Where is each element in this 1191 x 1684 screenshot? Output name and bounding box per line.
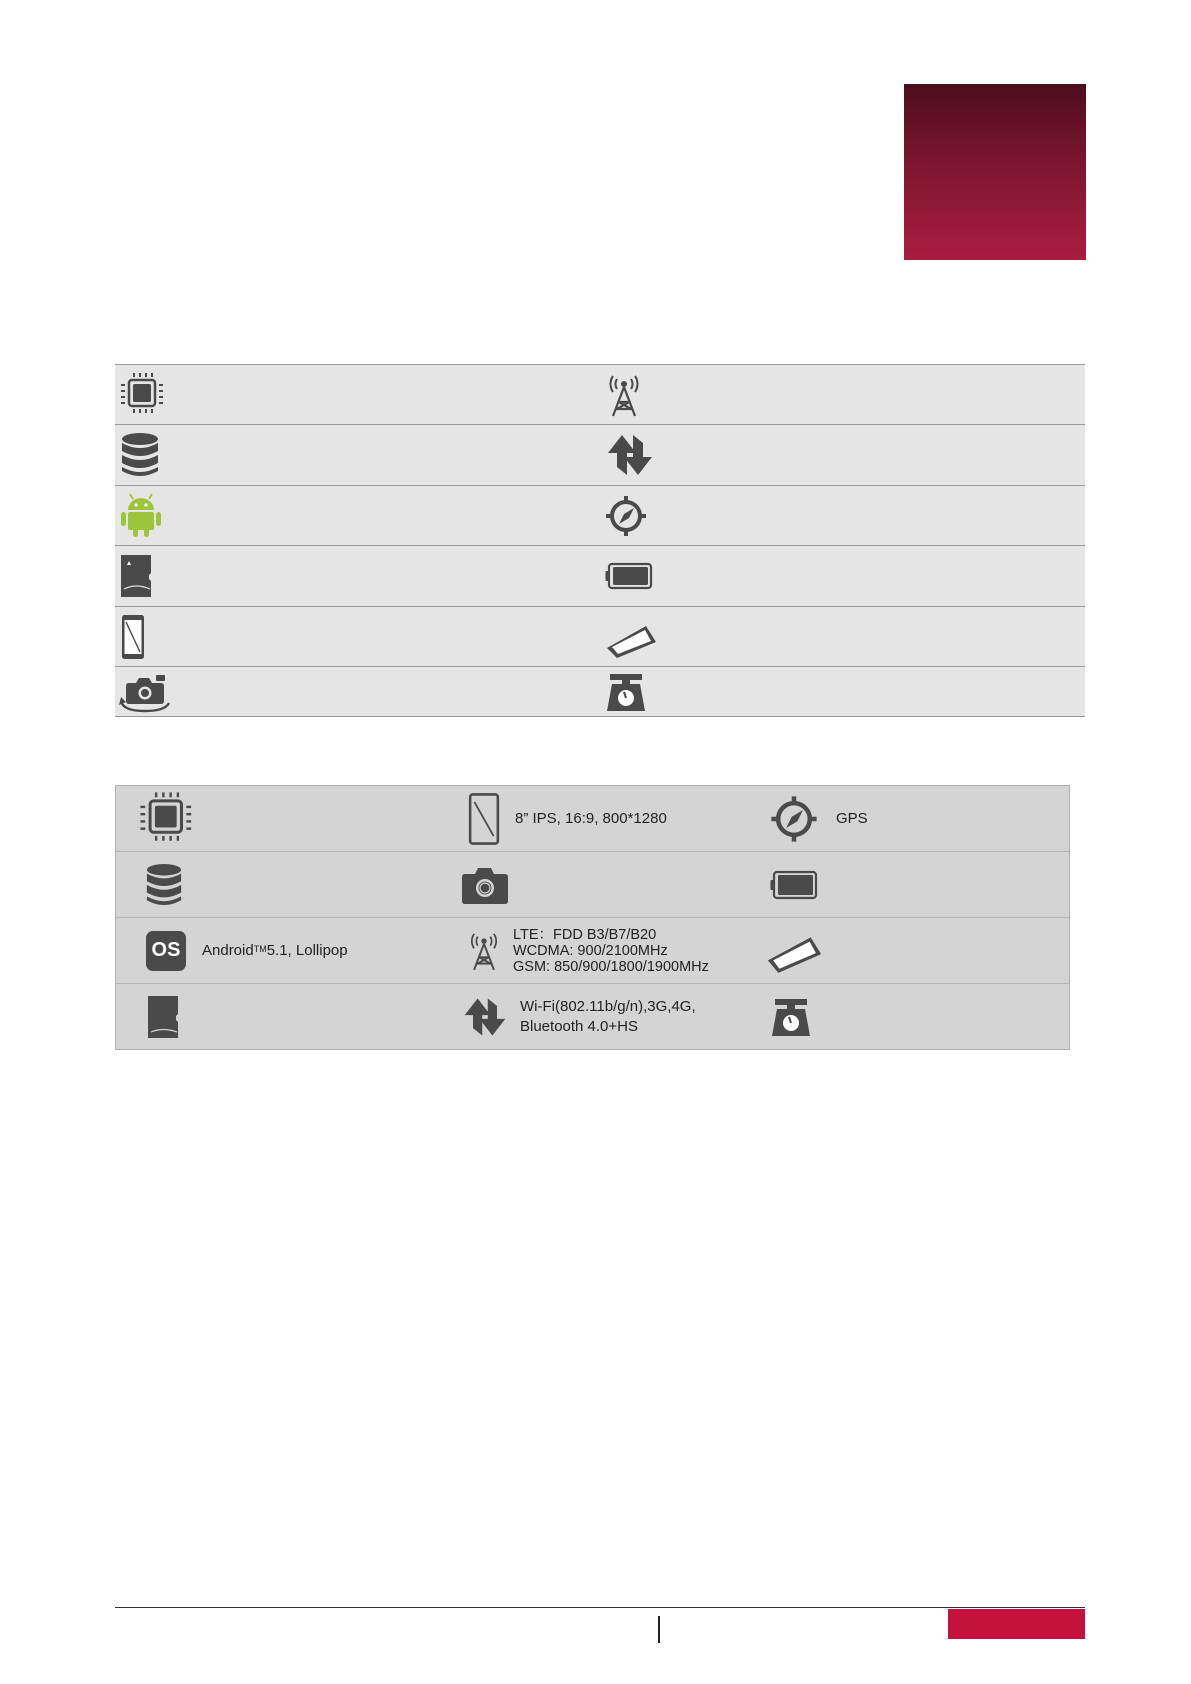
spec-cell-weight xyxy=(769,984,813,1049)
spec-cell-camera xyxy=(115,667,601,716)
footer-accent-bar xyxy=(948,1609,1085,1639)
os-trademark: TM xyxy=(253,943,267,954)
spec-row xyxy=(115,486,1085,546)
spec-cell-network xyxy=(601,365,1086,424)
spec-cell-dimensions xyxy=(601,607,1086,666)
chapter-corner-block xyxy=(904,84,1086,260)
spec-row xyxy=(115,425,1085,486)
display-icon xyxy=(119,613,149,661)
battery-icon xyxy=(604,553,654,599)
network-lte: LTE：FDD B3/B7/B20 xyxy=(513,926,657,943)
cell-tower-icon xyxy=(604,372,644,418)
spec-row xyxy=(115,667,1085,717)
compass-icon xyxy=(604,493,648,539)
weight-scale-icon xyxy=(604,671,648,713)
dimensions-icon xyxy=(604,614,660,660)
network-gsm: GSM: 850/900/1800/1900MHz xyxy=(513,958,709,975)
spec-cell-os xyxy=(146,918,348,983)
spec-cell-storage xyxy=(115,425,601,485)
connectivity-arrows-icon xyxy=(461,994,509,1040)
weight-scale-icon xyxy=(769,996,813,1038)
spec-cell-card xyxy=(146,984,182,1049)
spec-row xyxy=(116,852,1069,918)
spec-cell-camera xyxy=(459,852,511,917)
spec-cell-connectivity xyxy=(461,984,696,1049)
battery-icon xyxy=(766,862,822,908)
sd-card-icon xyxy=(146,993,182,1041)
spec-cell-dimensions xyxy=(762,918,826,983)
os-name: Android xyxy=(202,941,254,959)
connectivity-arrows-icon xyxy=(604,431,656,479)
spec-cell-storage xyxy=(144,852,184,917)
cpu-icon xyxy=(138,791,196,847)
spec-row xyxy=(116,984,1069,1049)
spec-cell-gps xyxy=(601,486,1086,545)
spec-cell-display xyxy=(468,786,667,851)
spec-table-details xyxy=(115,785,1070,1050)
os-spec-text xyxy=(202,941,348,961)
footer-rule xyxy=(115,1607,1085,1608)
spec-cell-card xyxy=(115,546,601,606)
network-spec-text xyxy=(513,927,709,975)
spec-row xyxy=(116,918,1069,984)
spec-cell-network xyxy=(466,918,709,983)
os-badge-icon: OS xyxy=(146,931,186,971)
spec-cell-weight xyxy=(601,667,1086,716)
spec-cell-display xyxy=(115,607,601,666)
spec-row xyxy=(115,607,1085,667)
compass-icon xyxy=(769,793,819,845)
gps-spec-text: GPS xyxy=(836,809,868,827)
cell-tower-icon xyxy=(466,924,502,978)
camera-icon xyxy=(459,864,511,906)
spec-cell-gps xyxy=(769,786,868,851)
spec-cell-battery xyxy=(601,546,1086,606)
storage-stack-icon xyxy=(119,431,161,479)
spec-row xyxy=(115,365,1085,425)
spec-cell-cpu xyxy=(115,365,601,424)
spec-table-overview xyxy=(115,364,1085,717)
display-icon xyxy=(468,793,500,845)
spec-row xyxy=(116,786,1069,852)
connectivity-spec-text xyxy=(520,997,696,1037)
connectivity-line-1: Wi-Fi(802.11b/g/n),3G,4G, xyxy=(520,997,696,1015)
spec-cell-cpu xyxy=(138,786,196,851)
android-icon xyxy=(119,493,163,539)
spec-cell-connectivity xyxy=(601,425,1086,485)
os-version: 5.1, Lollipop xyxy=(266,941,348,959)
connectivity-line-2: Bluetooth 4.0+HS xyxy=(520,1017,639,1035)
footer-divider xyxy=(658,1616,660,1643)
spec-cell-os xyxy=(115,486,601,545)
spec-cell-battery xyxy=(766,852,822,917)
sd-card-icon xyxy=(119,553,155,599)
display-spec-text: 8” IPS, 16:9, 800*1280 xyxy=(515,809,667,827)
camera-rotate-icon xyxy=(119,671,171,713)
spec-row xyxy=(115,546,1085,607)
storage-stack-icon xyxy=(144,862,184,908)
cpu-icon xyxy=(119,372,167,418)
network-wcdma: WCDMA: 900/2100MHz xyxy=(513,942,668,959)
dimensions-icon xyxy=(762,927,826,975)
